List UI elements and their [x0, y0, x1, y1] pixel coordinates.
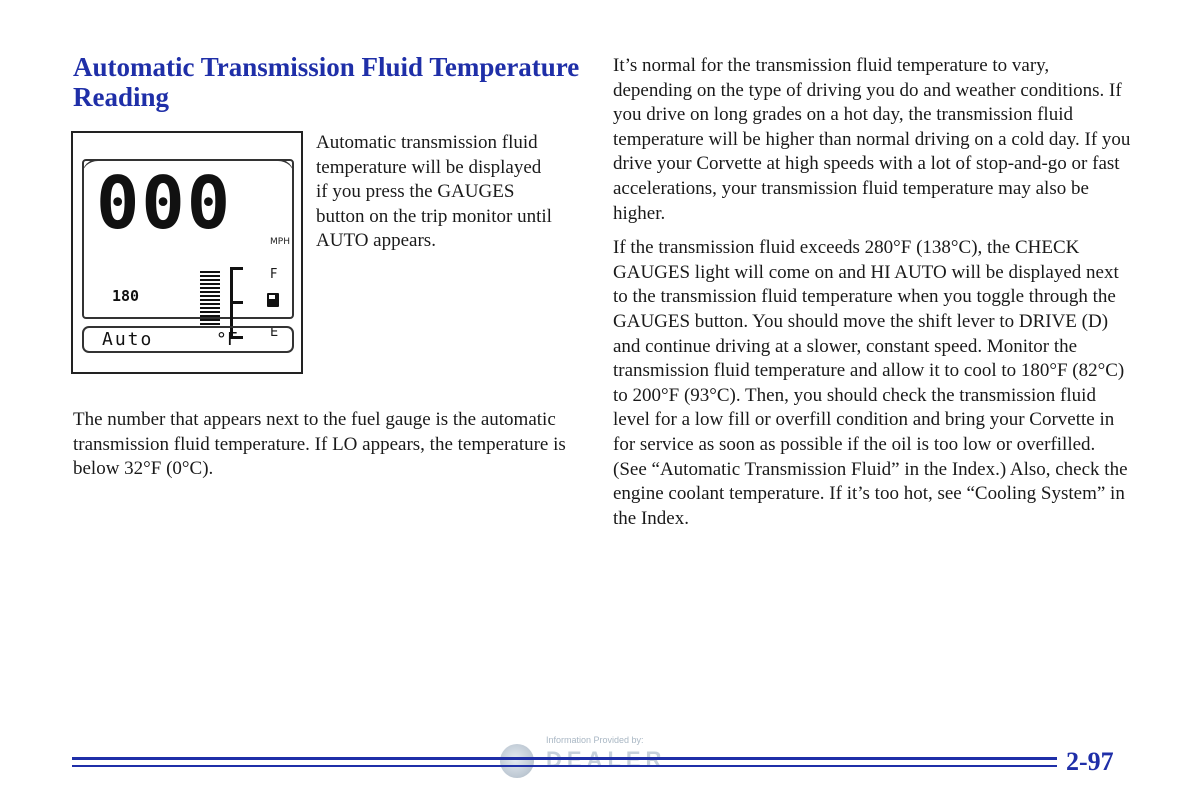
- page-number: 2-97: [1066, 747, 1114, 776]
- fuel-bar-segment: [200, 315, 220, 317]
- fuel-full-label: F: [270, 267, 278, 282]
- fuel-bar-segment: [200, 275, 220, 277]
- watermark-label: Information Provided by:: [546, 735, 644, 745]
- dealer-logo-icon: [500, 744, 534, 778]
- trip-monitor-readout: [82, 326, 294, 353]
- footer-rule-top: [72, 757, 1057, 760]
- mode-readout: Auto: [102, 329, 154, 350]
- footer-rule-bottom: [72, 765, 1057, 767]
- trip-monitor-illustration: [71, 131, 303, 374]
- section-title: Automatic Transmission Fluid Temperature Reading: [73, 52, 580, 112]
- fuel-bar-segment: [200, 271, 220, 273]
- fuel-bar-segment: [200, 307, 220, 309]
- fuel-pump-icon: [267, 293, 279, 307]
- fuel-bar-segment: [200, 291, 220, 293]
- fuel-bar-segment: [200, 287, 220, 289]
- fuel-bar-segment: [200, 319, 220, 321]
- left-column-paragraph: The number that appears next to the fuel gauge is the automatic transmission fluid temperature. If LO appears, the temperature is below 32°F (0°C).: [73, 409, 566, 480]
- watermark-brand: [546, 747, 666, 773]
- fuel-bar-segment: [200, 295, 220, 297]
- fuel-empty-label: E: [270, 325, 279, 340]
- right-paragraph: If the transmission fluid exceeds 280°F (138°C), the CHECK GAUGES light will come on and HI AUTO will be displayed next to the transmission fluid temperature when you toggle through the GAUGES button. You should move the shift lever to DRIVE (D) and continue driving at a slower, constant speed. Monitor the transmission fluid temperature and allow it to cool to 180°F (82°C) to 200°F (93°C). Then, you should check the transmission fluid level for a low fill or overfill condition and bring your Corvette in for service as soon as possible if the oil is too low or overfilled. (See “Automatic Transmission Fluid” in the Index.) Also, check the engine coolant temperature. If it’s too hot, see “Cooling System” in the Index.: [613, 237, 1128, 529]
- figure-caption: Automatic transmission fluid temperature will be displayed if you press the GAUGES button on the trip monitor until AUTO appears.: [316, 132, 552, 252]
- fuel-bar-segment: [200, 303, 220, 305]
- fuel-bar-segment: [200, 279, 220, 281]
- fluid-temperature-value: 180: [112, 287, 140, 305]
- fuel-bar-segment: [200, 283, 220, 285]
- speedometer-digits: 000: [96, 161, 233, 245]
- fuel-bar-segment: [200, 299, 220, 301]
- temperature-unit-readout: °F: [216, 329, 238, 350]
- fuel-bar-segment: [200, 311, 220, 313]
- speed-unit-label: MPH: [270, 237, 290, 247]
- right-column: [613, 54, 1133, 531]
- right-paragraph: It’s normal for the transmission fluid temperature to vary, depending on the type of driving you do and weather conditions. If you drive on long grades on a hot day, the transmission fluid temperature will be higher than normal driving on a cold day. If you drive your Corvette at high speeds with a lot of stop-and-go or fast accelerations, your transmission fluid temperature may also be higher.: [613, 55, 1131, 224]
- fuel-bar-segment: [200, 323, 220, 325]
